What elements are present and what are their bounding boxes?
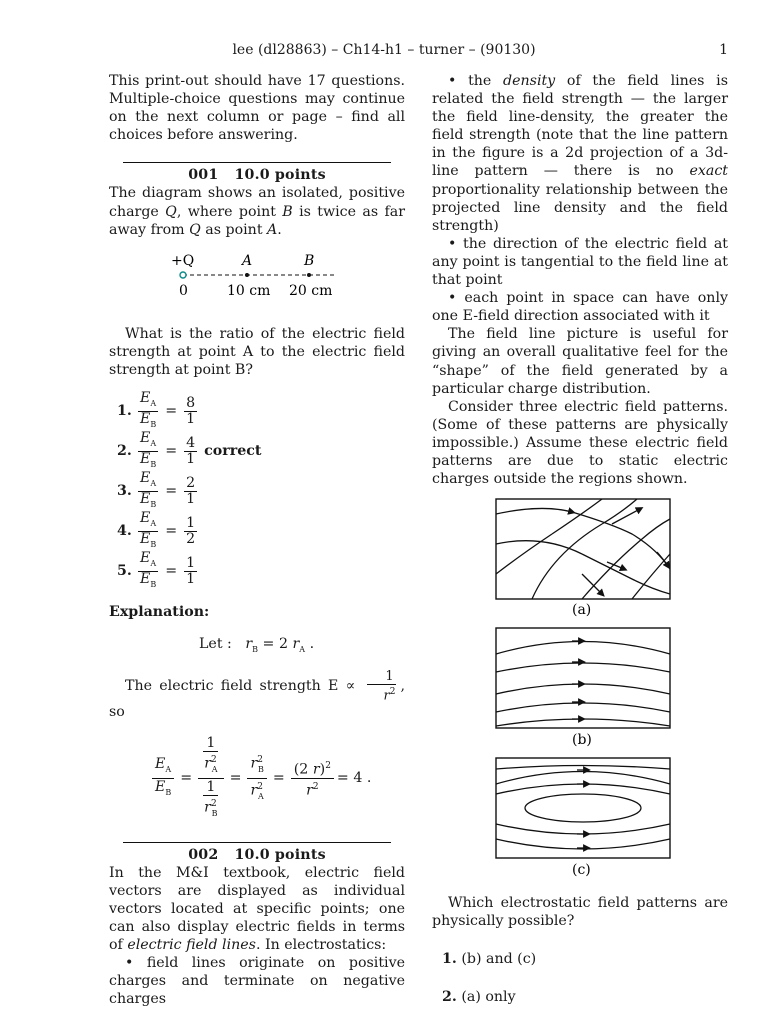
bullet-4: • each point in space can have only one E-field direction associated with it [432, 290, 728, 325]
position-b-label: 20 cm [289, 282, 333, 299]
right-column [432, 72, 728, 1007]
ratio-derivation: $\frac{E_A}{E_B}$ = $\frac{\frac{1}{r^2_A}}{\frac{1}{r^2_B}}$ = $\frac{r^2_B}{r^2_A}$ = $\frac{(2 r)^2}{r^2}$ = 4 . [109, 735, 405, 821]
bullet-3: • the direction of the electric field at any point is tangential to the field line at that point [432, 235, 728, 289]
point-b-label: B [304, 252, 315, 269]
explanation-label: Explanation: [109, 604, 210, 621]
patterns-paragraph: Consider three electric field patterns. (Some of these patterns are physically impossible.) Assume these electric field patterns are due to static electric charges outside the regions shown. [432, 398, 728, 488]
choice-2[interactable]: 2. $\frac{E_A}{E_B}$ = $\frac{4}{1}$ correct [117, 429, 262, 469]
figure-a [496, 499, 670, 618]
question-heading-001 [109, 166, 405, 184]
charge-label: +Q [171, 252, 195, 269]
question-heading-002 [109, 846, 405, 864]
figure-c-label: (c) [572, 862, 591, 879]
question-002-prompt: Which electrostatic field patterns are physically possible? [432, 895, 728, 930]
figure-a-label: (a) [572, 602, 592, 619]
intro-paragraph: This print-out should have 17 questions. Multiple-choice questions may continue on the next column or page – find all choices before answering. [109, 73, 405, 144]
position-a-label: 10 cm [227, 282, 271, 299]
charge-position-diagram [109, 245, 405, 305]
choice-4[interactable]: 4. $\frac{E_A}{E_B}$ = $\frac{1}{2}$ [117, 509, 196, 549]
bullet-2: • the density of the field lines is related the field strength — the larger the field line-density, the greater the field strength (note that the line pattern in the figure is a 2d projection of a 3d-line pattern — there is no exact proportionality relationship between the projected line density and the field strength) [432, 73, 729, 234]
left-column [109, 72, 405, 1008]
question-001-text: The diagram shows an isolated, positive charge Q, where point B is twice as far away from Q as point A. [109, 185, 405, 238]
point-a-label: A [242, 252, 253, 269]
point-b-dot [307, 273, 311, 277]
choice-5[interactable]: 5. $\frac{E_A}{E_B}$ = $\frac{1}{1}$ [117, 549, 196, 589]
question-points: 10.0 points [234, 846, 326, 863]
header-title: lee (dl28863) – Ch14-h1 – turner – (90130) [232, 42, 536, 58]
correct-marker: correct [204, 442, 262, 459]
choice-1[interactable]: 1. (b) and (c) [442, 951, 537, 968]
question-points: 10.0 points [234, 167, 326, 184]
choice-2[interactable]: 2. (a) only [442, 989, 516, 1006]
choices-list [109, 391, 405, 591]
question-number: 001 [188, 167, 219, 184]
question-divider [123, 162, 391, 163]
point-a-dot [245, 273, 249, 277]
field-proportionality: The electric field strength E ∝ $\frac{1}{r^2}$ , so [109, 669, 405, 721]
choice-1[interactable]: 1. $\frac{E_A}{E_B}$ = $\frac{8}{1}$ [117, 389, 196, 429]
position-0-label: 0 [179, 282, 188, 299]
choice-3[interactable]: 3. $\frac{E_A}{E_B}$ = $\frac{2}{1}$ [117, 469, 196, 509]
let-equation: Let : $r_B = 2$ $r_A$ . [199, 636, 315, 654]
bullet-1: • field lines originate on positive charges and terminate on negative charges [109, 955, 405, 1008]
charge-dot [180, 272, 186, 278]
question-divider [123, 842, 391, 843]
question-number: 002 [188, 846, 219, 863]
page-number: 1 [719, 42, 728, 58]
field-pattern-figures [432, 494, 728, 884]
question-002-text: In the M&I textbook, electric field vectors are displayed as individual vectors located at specific points; one can also display electric fields in terms of electric field lines. In electrostatics: [109, 864, 405, 954]
question-001-prompt: What is the ratio of the electric field strength at point A to the electric field strength at point B? [109, 325, 405, 378]
field-line-paragraph: The field line picture is useful for giving an overall qualitative feel for the “shape” of the field generated by a particular charge distribution. [432, 326, 728, 397]
figure-b-label: (b) [572, 732, 592, 749]
figure-b [496, 628, 670, 748]
figure-c [496, 758, 670, 878]
